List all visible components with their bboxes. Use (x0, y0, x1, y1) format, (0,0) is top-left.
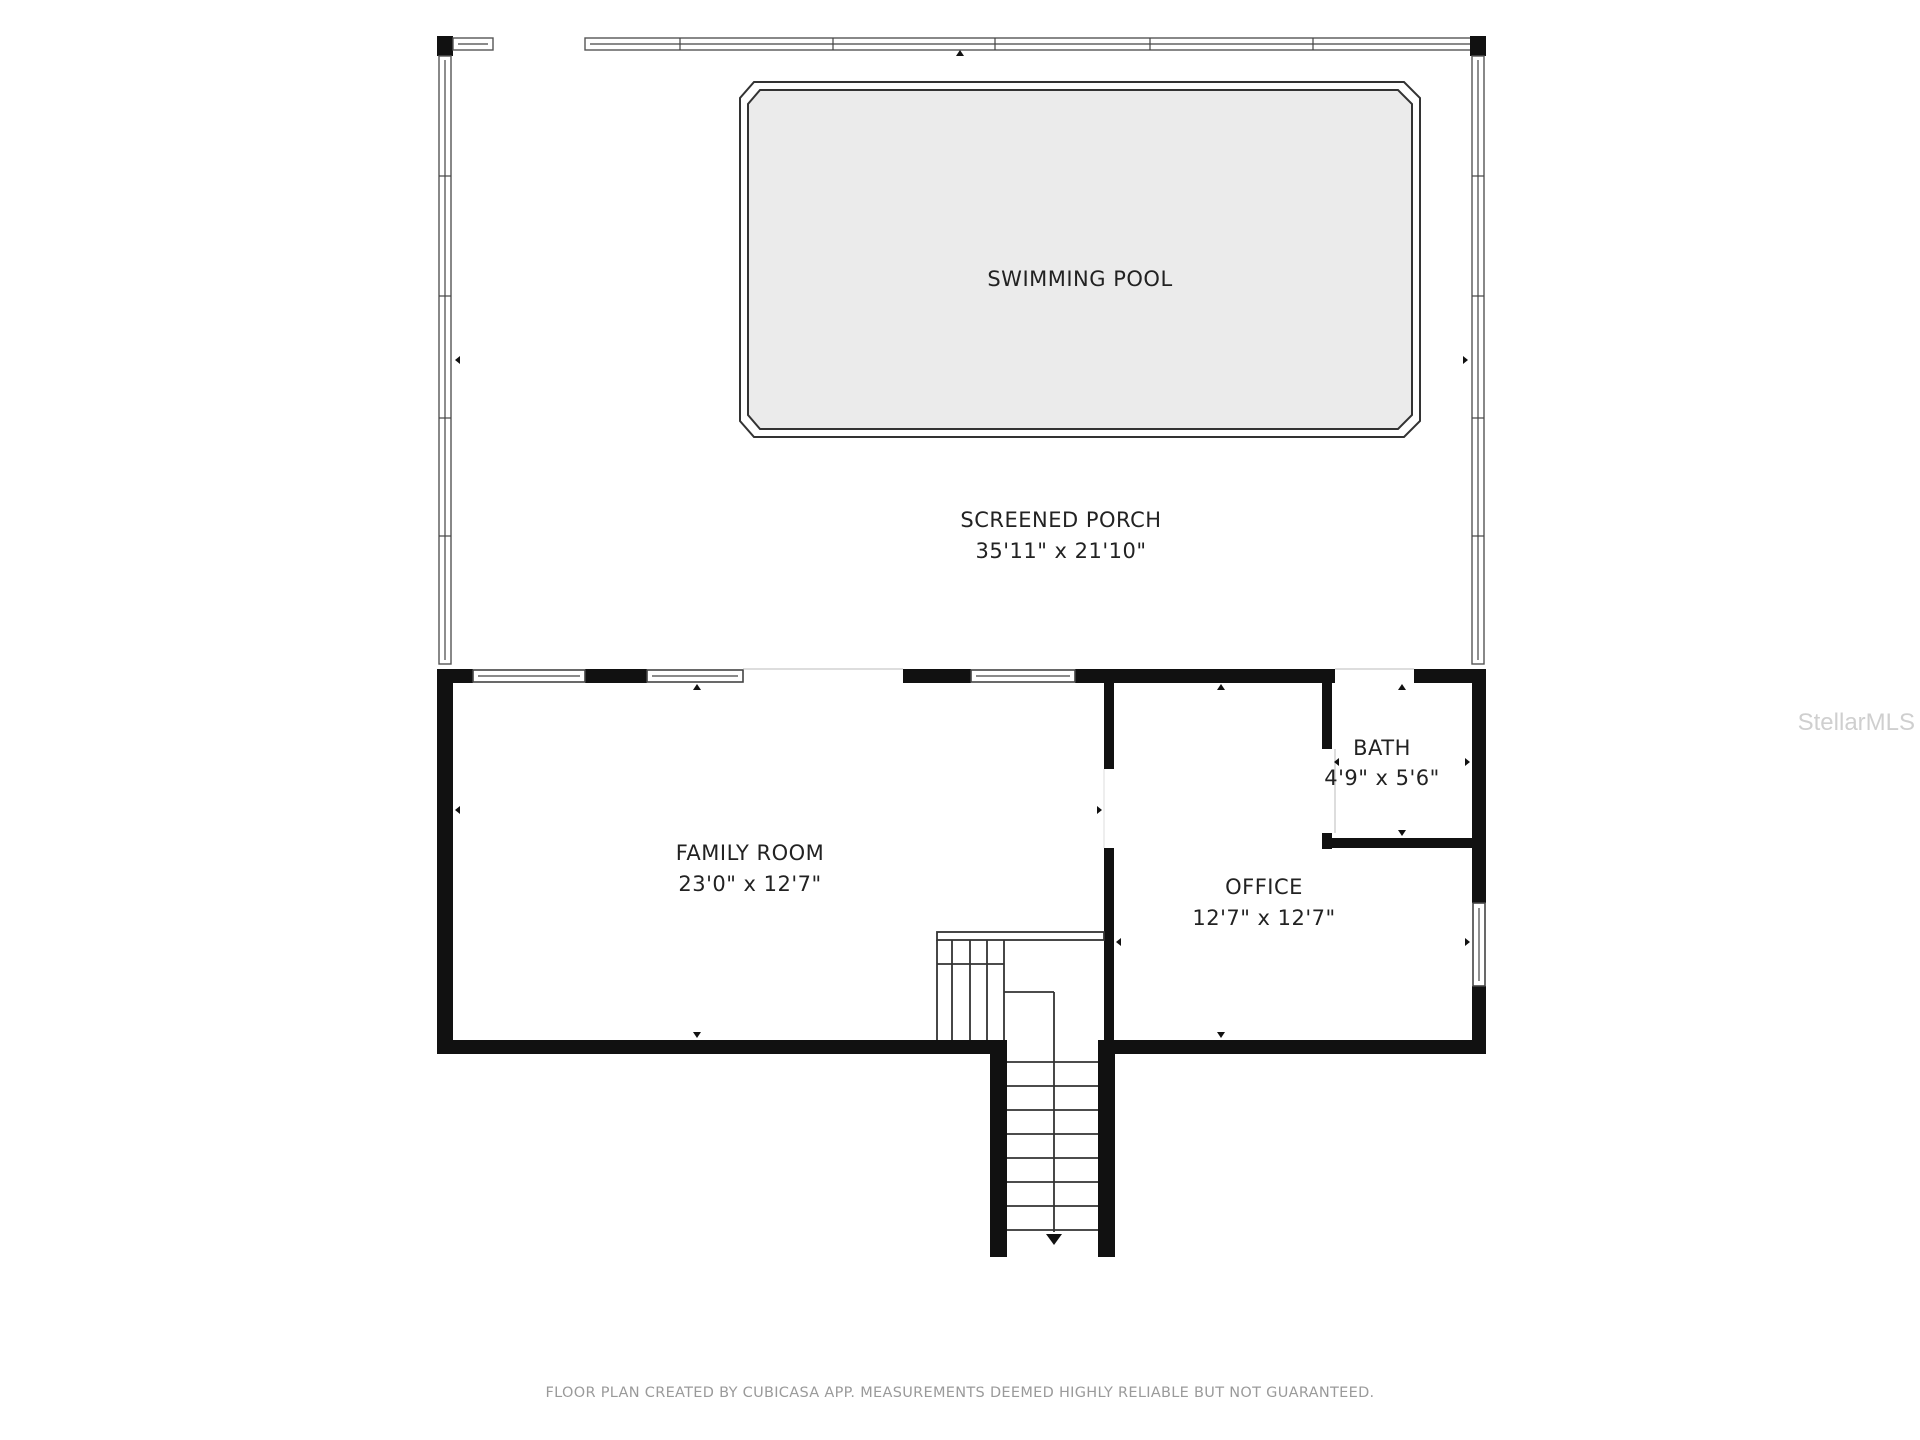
porch-label: SCREENED PORCH (960, 508, 1162, 532)
porch-marker (956, 50, 964, 56)
family-room-label: FAMILY ROOM (675, 841, 825, 865)
porch-corner-post (1470, 36, 1486, 56)
room-markers (455, 684, 1470, 1038)
family-room-dimensions: 23'0" x 12'7" (678, 872, 822, 896)
porch-marker (455, 356, 460, 364)
porch-marker (1463, 356, 1468, 364)
watermark: StellarMLS (1797, 709, 1915, 736)
family-windows (473, 669, 1485, 986)
office-label: OFFICE (1225, 875, 1303, 899)
staircase (937, 932, 1104, 1245)
bath-label: BATH (1353, 736, 1411, 760)
stair-direction-arrow (1046, 1234, 1062, 1245)
pool-label: SWIMMING POOL (987, 267, 1173, 291)
porch-dimensions: 35'11" x 21'10" (975, 539, 1147, 563)
bath-dimensions: 4'9" x 5'6" (1324, 766, 1440, 790)
floor-plan-disclaimer: FLOOR PLAN CREATED BY CUBICASA APP. MEASUREMENTS DEEMED HIGHLY RELIABLE BUT NOT GUARANTEED. (545, 1385, 1375, 1401)
office-dimensions: 12'7" x 12'7" (1192, 906, 1336, 930)
house-walls (437, 669, 1486, 1257)
porch-corner-post (437, 36, 453, 56)
swimming-pool (740, 82, 1420, 437)
